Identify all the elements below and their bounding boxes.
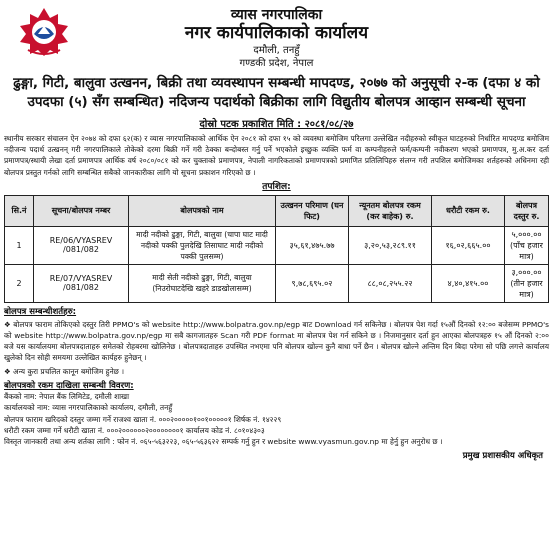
row-fee — [505, 226, 549, 264]
bullet-icon: ❖ — [4, 319, 14, 329]
col-deposit: धरौटी रकम रु. — [432, 195, 505, 226]
row-notice-no: RE/06/VYASREV /081/082 — [34, 226, 129, 264]
office-location: दमौली, तनहुँ — [253, 45, 300, 56]
row-fee-words: (तीन हजार मात्र) — [510, 278, 543, 299]
municipality-name: व्यास नगरपालिका — [230, 7, 323, 23]
col-sn: सि.नं — [5, 195, 34, 226]
condition-text: बोलपत्र फाराम तोकिएको दस्तुर तिरी PPMO's को website http://www.bolpatra.gov.np/egp बाट Download गर्न सकिनेछ । बोलपत्र पेश गर्दा १५औं दिनको १२:०० बजेसम्म PPMO's को website http://www.bolpatra.gov.np/egp मा सबै कागजातहरु Scan गरी PDF format मा बोलपत्र पेश गर्न सकिने छ । निजमानुसार दर्ता हुन आएका बोलपत्रहरु १५ औं दिनको २:०० बजे यस कार्यालयमा बोलपत्रदाताहरु समेतको रोहबरमा खोलिनेछ । बोलपत्रदाताहरु उपस्थित नभएमा पनि बोलपत्र खोल्न कुनै बाधा पर्ने छैन । बोलपत्र खोल्ने अन्तिम दिन बिदा परेमा सो पछि लगत्ते कार्यालय खुलेको दिन सोही समयमा उल्लेखित कार्यहरु हुनेछन् । — [4, 319, 549, 363]
deposit-account: धरौटी रकम जम्मा गर्ने धरौटी खाता नं. ०००२००००००२००००००००१ कार्यालय कोड नं. ८०१०४३०३ — [4, 426, 265, 436]
contact-info: विस्तृत जानकारी तथा अन्य शर्तका लागि : फोन नं. ०६५-५६३२२३, ०६५-५६३६२२ सम्पर्क गर्नु हुन र website www.vyasmun.gov.np मा हेर्नु हुन अनुरोध छ । — [4, 437, 443, 447]
col-min-amount: न्यूनतम बोलपत्र रकम (कर बाहेक) रु. — [349, 195, 432, 226]
publish-date: दोस्रो पटक प्रकाशित मिति : २०८१/०८/२७ — [199, 119, 354, 130]
col-bid-name: बोलपत्रको नाम — [129, 195, 276, 226]
details-heading: तपशिल: — [262, 181, 291, 192]
row-fee-amount: ३,०००.०० — [511, 267, 542, 277]
notice-title: ढुङ्गा, गिटी, बालुवा उत्खनन, बिक्री तथा व्यवस्थापन सम्बन्धी मापदण्ड, २०७७ को अनुसूची २-क (दफा ४ को उपदफा (५) सँग सम्बन्धित) नदिजन्य पदार्थको बिक्रीका लागि विद्युतीय बोलपत्र आव्हान सम्बन्धी सूचना — [13, 75, 540, 110]
conditions-heading: बोलपत्र सम्बन्धीशर्तहरु: — [4, 306, 77, 317]
row-sn: 2 — [5, 264, 34, 302]
signatory: प्रमुख प्रशासकीय अधिकृत — [462, 450, 543, 461]
row-sn: 1 — [5, 226, 34, 264]
province-country: गण्डकी प्रदेश, नेपाल — [239, 58, 314, 69]
row-fee-amount: ५,०००.०० — [511, 229, 542, 239]
table-row — [5, 264, 549, 302]
row-bid-name: मादी नदीको ढुङ्गा, गिटी, बालुवा (चापा घाट मादी नदीको पक्की पुलदेखि तिसाघाट मादी नदीको पक्की पुलसम्म) — [129, 226, 276, 264]
row-min-amount: ८८,०८,२५५.२२ — [349, 264, 432, 302]
row-min-amount: ३,२०,५३,२८९.११ — [349, 226, 432, 264]
col-fee: बोलपत्र दस्तुर रु. — [505, 195, 549, 226]
col-quantity: उत्खनन परिमाण (घन फिट) — [276, 195, 349, 226]
row-quantity: ३५,६१,४७५.७७ — [276, 226, 349, 264]
payment-details — [4, 391, 549, 448]
intro-paragraph: स्थानीय सरकार संचालन ऐन २०७४ को दफा ६२(क) र व्यास नगरपालिकाको आर्थिक ऐन २०८१ को दफा १५ को व्यवस्था बमोजिम परिलगा उल्लेखित नदीहरुको स्वीकृत घाटहरुको निर्धारित मापदण्ड बमोजिम नदीजन्य पदार्थ उत्खनन् गरी नगरपालिकाले तोकेको दरमा बिक्री गर्ने गरी ठेक्का बन्दोबस्त गर्नु पर्ने भएकोले इच्छुक व्यक्ति फर्म वा कम्पनीहरुले फर्म/कम्पनी नवीकरण भएको प्रमाणपत्र, मु.अ.कर दर्ता प्रमाणपत्र/स्थायी लेखा दर्ता प्रमाणपत्र आर्थिक वर्ष २०८०/०८१ को कर चुक्ताको प्रमाणपत्र, नेपाली नागरिकताको प्रमाणपत्रको प्रमाणित प्रतिलिपिहरु संलग्न गरी तपशिल बमोजिमका शर्तहरुको अधिनमा रही बोलपत्र प्रस्तुत गर्नको लागि सम्बन्धित सबैको जानकारीका लागि यो सूचना प्रकाशन गरिएको छ । — [4, 134, 550, 177]
bid-details-table — [4, 195, 549, 303]
condition-item — [4, 366, 549, 377]
row-fee — [505, 264, 549, 302]
table-header-row — [5, 195, 549, 226]
row-bid-name: मादी सेती नदीको ढुङ्गा, गिटी, बालुवा (निउरोघाटदेखि खहरे डाडखोलासम्म) — [129, 264, 276, 302]
payment-heading: बोलपत्रको रकम दाखिला सम्बन्धी विवरण: — [4, 380, 134, 391]
col-notice-no: सूचना/बोलपत्र नम्बर — [34, 195, 129, 226]
row-notice-no: RE/07/VYASREV /081/082 — [34, 264, 129, 302]
revenue-account: बोलपत्र फाराम खरिदको दस्तुर जम्मा गर्ने राजश्व खाता नं. ०००२०००००१००१०००००१ शिर्षक नं. १४२२९ — [4, 414, 282, 424]
condition-text: अन्य कुरा प्रचलित कानून बमोजिम हुनेछ । — [12, 366, 125, 376]
condition-item — [4, 319, 549, 364]
office-name: नगर कार्यपालिकाको कार्यालय — [184, 23, 369, 43]
table-row — [5, 226, 549, 264]
bank-name: बैंकको नाम: नेपाल बैंक लिमिटेड, दमौली शाखा — [4, 391, 129, 401]
bullet-icon: ❖ — [4, 366, 13, 376]
row-quantity: ९,७८,६९५.०२ — [276, 264, 349, 302]
letterhead — [4, 0, 549, 69]
office-account-name: कार्यालयको नाम: व्यास नगरपालिकाको कार्यालय, दमौली, तनहुँ — [4, 403, 173, 413]
row-deposit: ४,४०,४१५.०० — [432, 264, 505, 302]
row-fee-words: (पाँच हजार मात्र) — [510, 240, 543, 261]
row-deposit: १६,०२,६६५.०० — [432, 226, 505, 264]
